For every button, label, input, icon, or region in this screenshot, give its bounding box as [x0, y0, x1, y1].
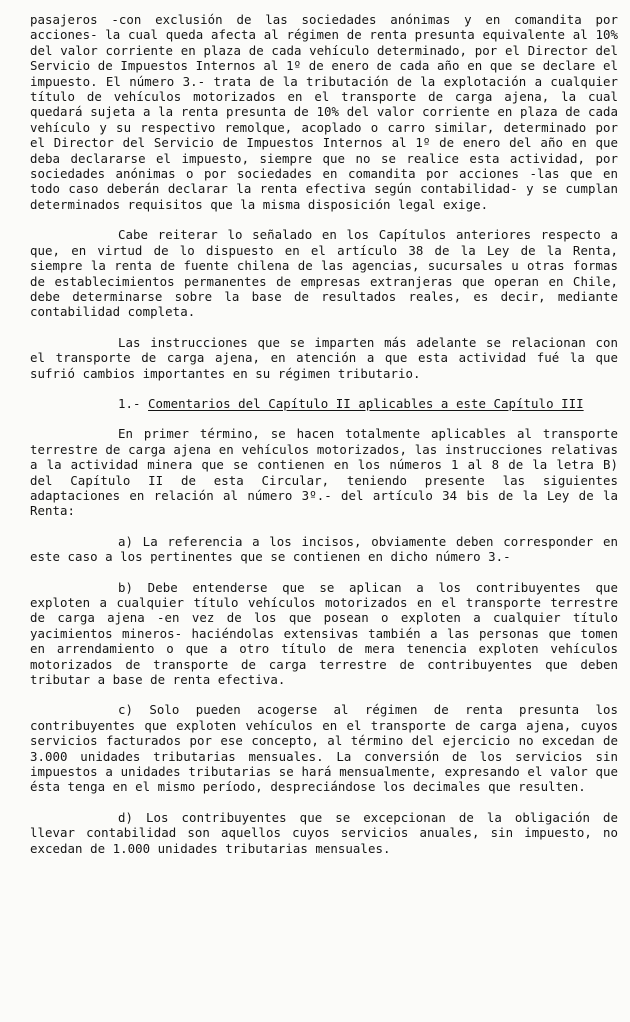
item-c: c) Solo pueden acogerse al régimen de renta presunta los contribuyentes que exploten vehículos en el transporte de carga ajena, cuyos servicios facturados por ese concepto, al término del ejercicio no excedan de 3.000 unidades tributarias mensuales. La conversión de los servicios sin impuestos a unidades tributarias se hará mensualmente, expresando el valor que ésta tenga en el mismo período, despreciándose los decimales que resulten. [30, 702, 618, 795]
section-heading [30, 396, 618, 411]
spacer [30, 687, 618, 702]
paragraph-first-term: En primer término, se hacen totalmente aplicables al transporte terrestre de carga ajena en vehículos motorizados, las instrucciones relativas a la actividad minera que se contienen en los números 1 al 8 de la letra B) del Capítulo II de esta Circular, teniendo presente las siguientes adaptaciones en relación al número 3º.- del artículo 34 bis de la Ley de la Renta: [30, 426, 618, 519]
item-d: d) Los contribuyentes que se excepcionan de la obligación de llevar contabilidad son aquellos cuyos servicios anuales, sin impuesto, no excedan de 1.000 unidades tributarias mensuales. [30, 809, 618, 856]
spacer [30, 795, 618, 810]
item-b: b) Debe entenderse que se aplican a los contribuyentes que exploten a cualquier título vehículos motorizados en el transporte terrestre de carga ajena -en vez de los que posean o exploten a cualquier título yacimientos mineros- haciéndolas extensivas también a las personas que tomen en arrendamiento o que a otro título de mera tenencia exploten vehículos motorizados de transporte de carga terrestre de contribuyentes que deben tributar a base de renta efectiva. [30, 579, 618, 688]
paragraph-permanent-establishments: Cabe reiterar lo señalado en los Capítulos anteriores respecto a que, en virtud de lo dispuesto en el artículo 38 de la Ley de la Renta, siempre la renta de fuente chilena de las agencias, sucursales u otras formas de establecimientos permanentes de empresas extranjeras que operan en Chile, debe determinarse sobre la base de resultados reales, es decir, mediante contabilidad completa. [30, 227, 618, 320]
spacer [30, 381, 618, 396]
section-heading-number: 1.- [118, 395, 141, 411]
paragraph-passengers: pasajeros -con exclusión de las sociedades anónimas y en comandita por acciones- la cual queda afecta al régimen de renta presunta equivalente al 10% del valor corriente en plaza de cada vehículo determinado, por el Director del Servicio de Impuestos Internos al 1º de enero de cada año en que se declare el impuesto. El número 3.- trata de la tributación de la explotación a cualquier título de vehículos motorizados en el transporte de carga ajena, la cual quedará sujeta a la renta presunta de 10% del valor corriente en plaza de cada vehículo y su respectivo remolque, acoplado o carro similar, determinado por el Director del Servicio de Impuestos Internos al 1º de enero del año en que deba declararse el impuesto, siempre que no se realice esta actividad, por sociedades anónimas o por sociedades en comandita por acciones -las que en todo caso deberán declarar la renta efectiva según contabilidad- y se cumplan determinados requisitos que la misma disposición legal exige. [30, 12, 618, 212]
spacer [30, 565, 618, 580]
spacer [30, 519, 618, 534]
spacer [30, 320, 618, 335]
section-heading-text: Comentarios del Capítulo II aplicables a este Capítulo III [148, 395, 584, 411]
spacer [30, 212, 618, 227]
paragraph-instructions: Las instrucciones que se imparten más adelante se relacionan con el transporte de carga ajena, en atención a que esta actividad fué la que sufrió cambios importantes en su régimen tributario. [30, 334, 618, 381]
item-a: a) La referencia a los incisos, obviamente deben corresponder en este caso a los pertinentes que se contienen en dicho número 3.- [30, 533, 618, 565]
spacer [30, 411, 618, 426]
